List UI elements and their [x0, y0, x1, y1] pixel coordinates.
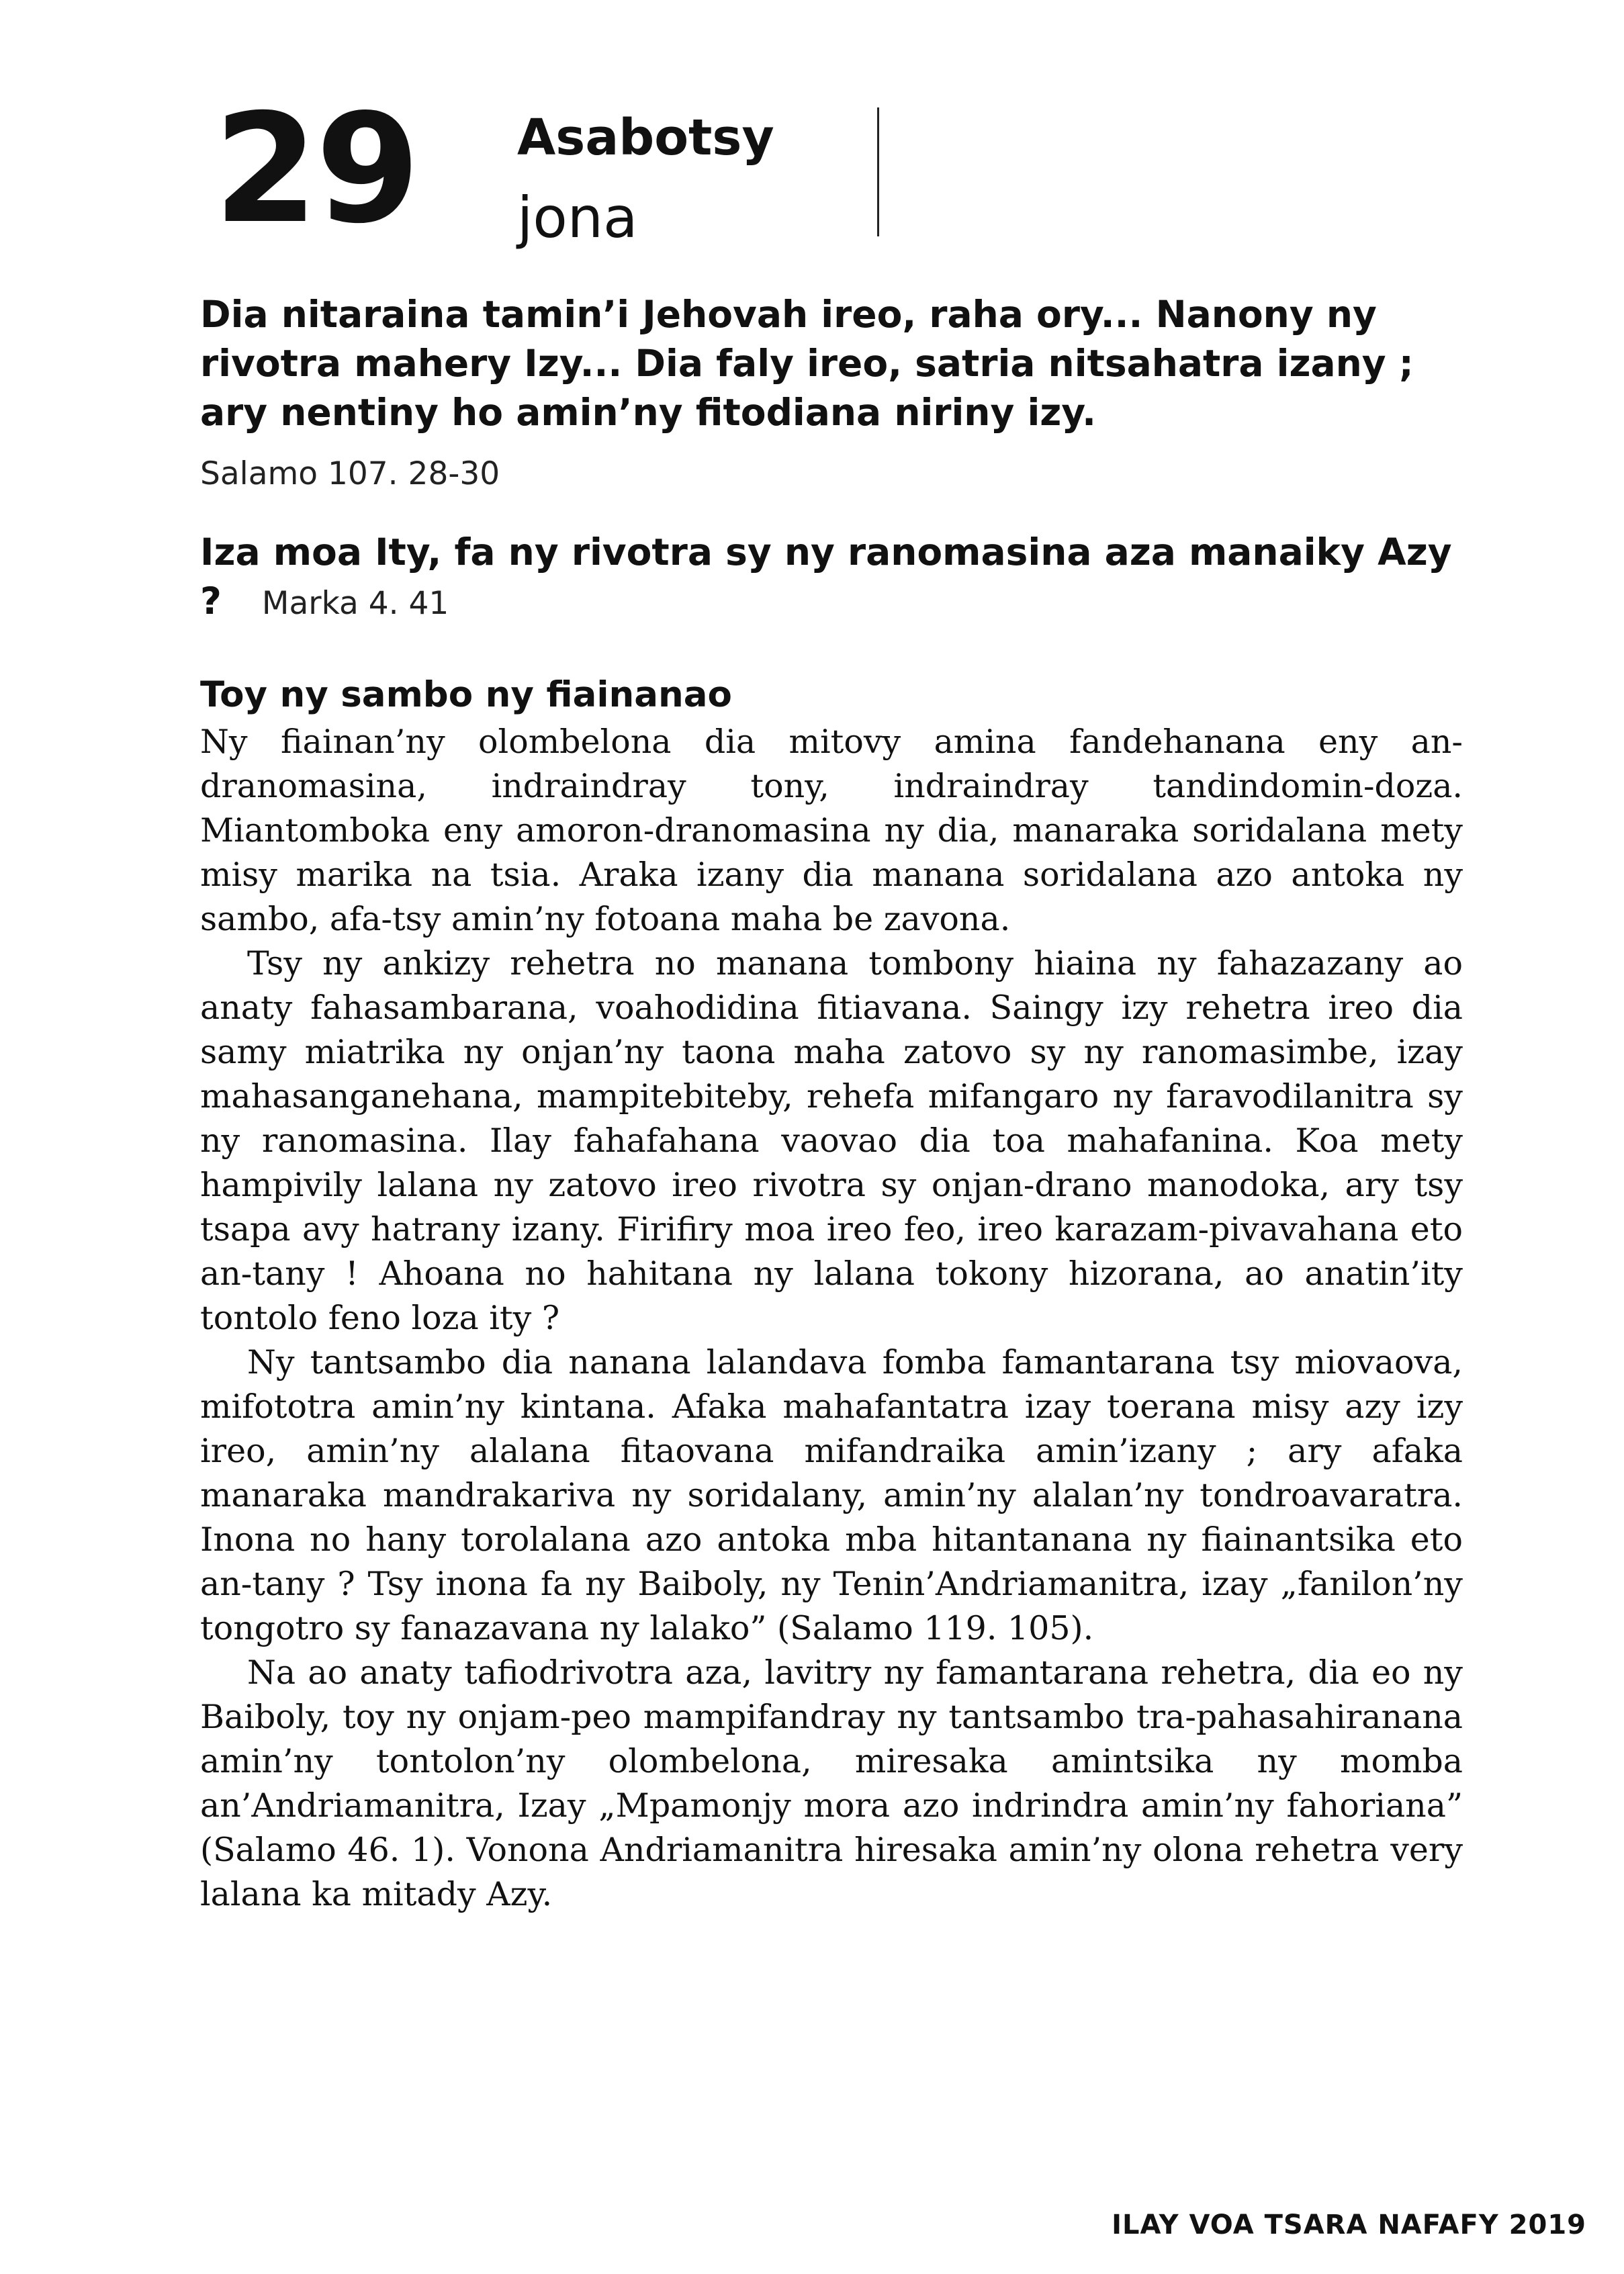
paragraph: Tsy ny ankizy rehetra no manana tombony hiaina ny fahazazany ao anaty fahasambarana, voahodidina fitiavana. Saingy izy rehetra ireo dia samy miatrika ny onjan’ny taona maha zatovo sy ny ranomasimbe, izay mahasanganehana, mampitebiteby, rehefa mifangaro ny faravodilanitra sy ny ranomasina. Ilay fahafahana vaovao dia toa mahafanina. Koa mety hampivily lalana ny zatovo ireo rivotra sy onjan-drano manodoka, ary tsy tsapa avy hatrany izany. Firifiry moa ireo feo, ireo karazam-pivavahana eto an-tany ! Ahoana no hahitana ny lalana tokony hizorana, ao anatin’ity tontolo feno loza ity ?: [200, 944, 1463, 1337]
paragraph: Na ao anaty tafiodrivotra aza, lavitry ny famantarana rehetra, dia eo ny Baiboly, toy ny onjam-peo mampifandray ny tantsambo tra-pahasahiranana amin’ny tontolon’ny olombelona, miresaka amintsika ny momba an’Andriamanitra, Izay „Mpamonjy mora azo indrindra amin’ny fahoriana” (Salamo 46. 1). Vonona Andriamanitra hiresaka amin’ny olona rehetra very lalana ka mitady Azy.: [200, 1653, 1463, 1913]
verse-text-question: [200, 528, 1476, 628]
paragraph: Ny tantsambo dia nanana lalandava fomba famantarana tsy miovaova, mifototra amin’ny kintana. Afaka mahafantatra izay toerana misy azy izy ireo, amin’ny alalana fitaovana mifandraika amin’izany ; ary afaka manaraka mandrakariva ny soridalany, amin’ny alalan’ny tondroavaratra. Inona no hany torolalana azo antoka mba hitantanana ny fiainantsika eto an-tany ? Tsy inona fa ny Baiboly, ny Tenin’Andriamanitra, izay „fanilon’ny tongotro sy fanazavana ny lalako” (Salamo 119. 105).: [200, 1343, 1463, 1647]
weekday: Asabotsy: [517, 109, 774, 167]
verse-reference: Salamo 107. 28-30: [200, 455, 500, 492]
paragraph: Ny fiainan’ny olombelona dia mitovy amina fandehanana eny an-dranomasina, indraindray tony, indraindray tandindomin-doza. Miantomboka eny amoron-dranomasina ny dia, manaraka soridalana mety misy marika na tsia. Araka izany dia manana soridalana azo antoka ny sambo, afa-tsy amin’ny fotoana maha be zavona.: [200, 723, 1463, 938]
month: jona: [517, 185, 638, 251]
footer-publication: ILAY VOA TSARA NAFAFY 2019: [1112, 2210, 1586, 2240]
verse-question-text: Iza moa Ity, fa ny rivotra sy ny ranomasina aza manaiky Azy ?: [200, 531, 1452, 623]
devotional-body: [200, 720, 1463, 1917]
header-divider: [877, 107, 879, 236]
verse-text: Dia nitaraina tamin’i Jehovah ireo, raha ory... Nanony ny rivotra mahery Izy... Dia faly ireo, satria nitsahatra izany ; ary nentiny ho amin’ny fitodiana niriny izy.: [200, 293, 1414, 434]
day-number: 29: [214, 81, 418, 257]
verse-reference-inline: Marka 4. 41: [261, 585, 449, 622]
section-title: Toy ny sambo ny fiainanao: [200, 674, 732, 715]
